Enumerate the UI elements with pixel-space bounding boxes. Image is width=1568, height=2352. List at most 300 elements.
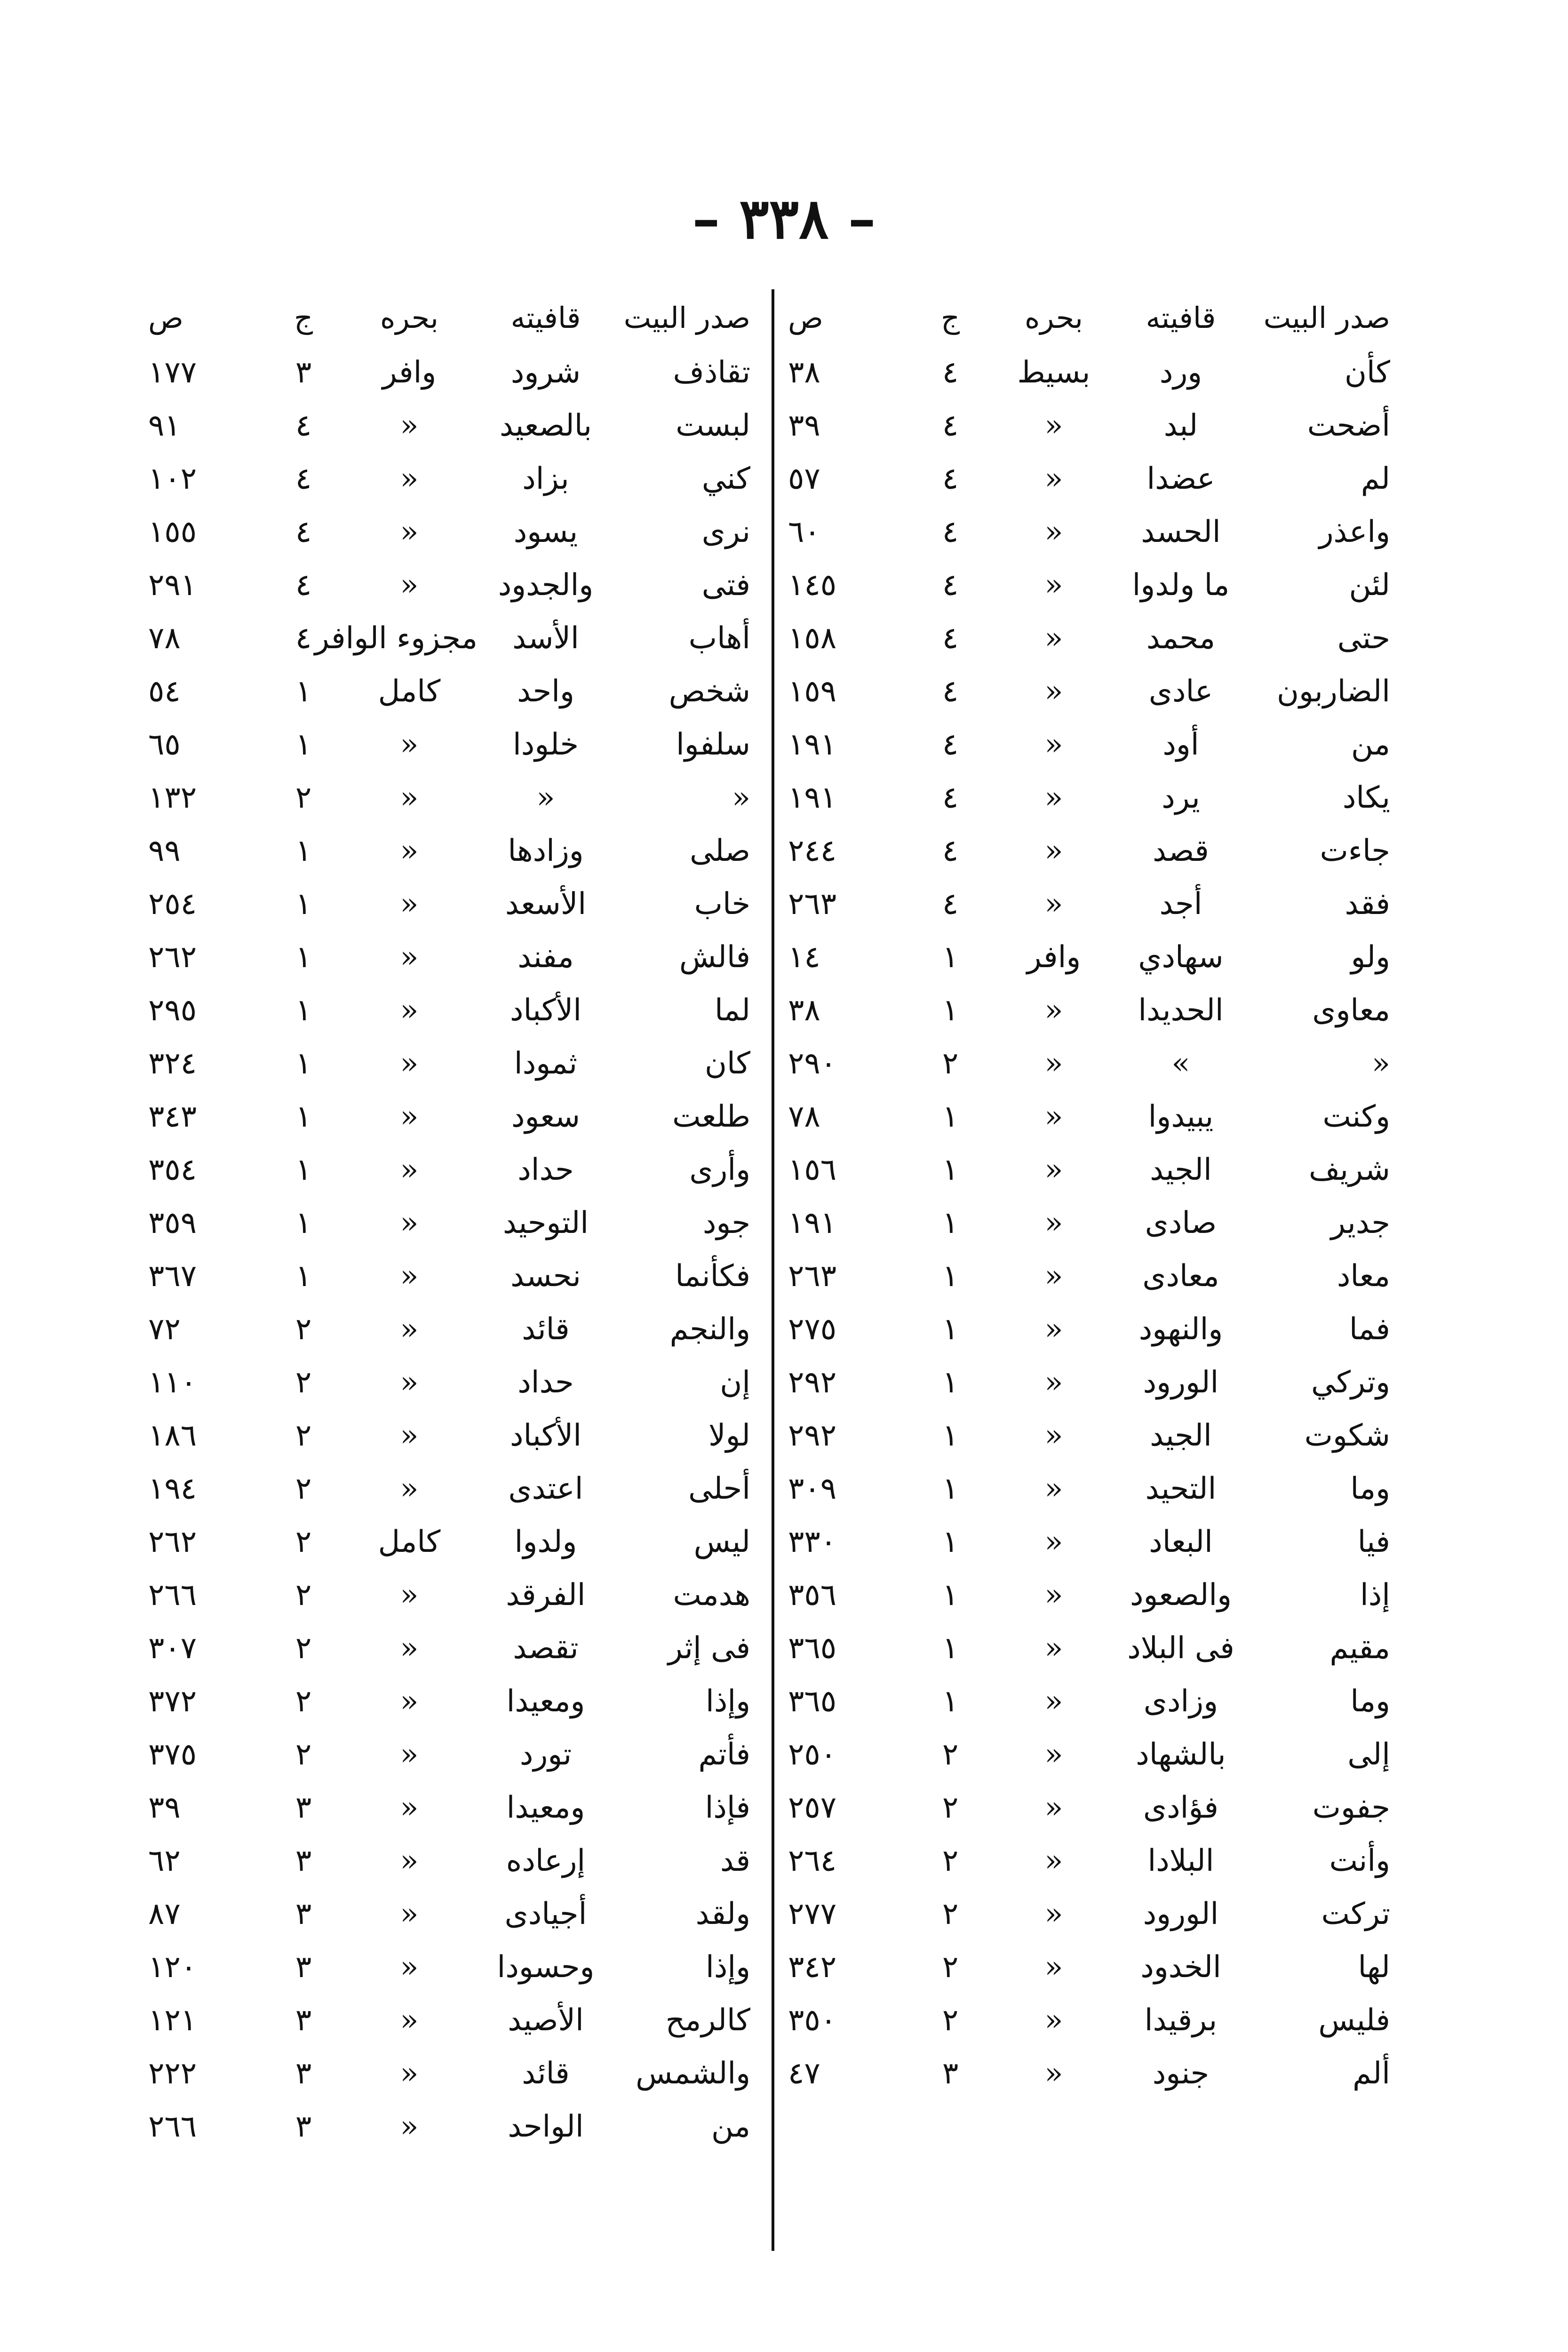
rhyme: البعاد bbox=[1149, 1524, 1213, 1559]
page-ref: ٦٥ bbox=[148, 727, 181, 762]
meter: « bbox=[1044, 1311, 1063, 1347]
index-row bbox=[783, 1196, 1390, 1249]
meter: « bbox=[1044, 1737, 1063, 1772]
volume: ١ bbox=[295, 993, 312, 1028]
index-row bbox=[783, 824, 1390, 877]
index-row bbox=[143, 1621, 750, 1675]
index-row bbox=[143, 1249, 750, 1303]
page-ref: ١٩١ bbox=[788, 1205, 837, 1240]
page-ref: ٢٩٠ bbox=[788, 1046, 837, 1081]
verse-start: إذا bbox=[1360, 1577, 1390, 1613]
meter: « bbox=[1044, 408, 1063, 443]
verse-start: لئن bbox=[1349, 567, 1390, 603]
meter: « bbox=[1044, 2002, 1063, 2038]
volume: ٤ bbox=[295, 567, 312, 603]
page-ref: ٣٥٩ bbox=[148, 1205, 197, 1240]
meter: « bbox=[1044, 1205, 1063, 1240]
rhyme: الفرقد bbox=[506, 1577, 586, 1613]
volume: ٤ bbox=[295, 408, 312, 443]
index-row bbox=[143, 1834, 750, 1887]
page-ref: ٢٦٣ bbox=[788, 1258, 837, 1294]
meter: « bbox=[1044, 1577, 1063, 1613]
volume: ٤ bbox=[942, 567, 959, 603]
verse-start: وأرى bbox=[689, 1152, 750, 1187]
volume: ١ bbox=[942, 1258, 959, 1294]
header-rhyme: قافيته bbox=[510, 300, 581, 335]
meter: « bbox=[400, 1311, 419, 1347]
page-ref: ٢٦٦ bbox=[148, 2109, 197, 2144]
page-ref: ٢٦٣ bbox=[788, 886, 837, 922]
meter: « bbox=[400, 408, 419, 443]
verse-start: كأن bbox=[1345, 355, 1390, 390]
meter: « bbox=[1044, 1790, 1063, 1825]
page-ref: ٢٧٥ bbox=[788, 1311, 837, 1347]
page-ref: ١٠٢ bbox=[148, 461, 197, 496]
rhyme: يبيدوا bbox=[1148, 1099, 1214, 1134]
page-ref: ٧٨ bbox=[148, 620, 181, 656]
meter: « bbox=[1044, 567, 1063, 603]
verse-start: وما bbox=[1350, 1471, 1390, 1506]
meter: « bbox=[1044, 1949, 1063, 1985]
verse-start: فتى bbox=[701, 567, 750, 603]
verse-start: ولو bbox=[1351, 939, 1390, 975]
rhyme: واحد bbox=[517, 674, 574, 709]
rhyme: » bbox=[1171, 1046, 1190, 1081]
index-column-right bbox=[783, 289, 1390, 2100]
column-header bbox=[143, 289, 750, 346]
meter: « bbox=[400, 1471, 419, 1506]
volume: ٤ bbox=[295, 461, 312, 496]
meter: « bbox=[400, 1737, 419, 1772]
index-row bbox=[143, 1196, 750, 1249]
page-ref: ١٧٧ bbox=[148, 355, 197, 390]
verse-start: يكاد bbox=[1342, 780, 1390, 815]
page-ref: ٢٢٢ bbox=[148, 2056, 197, 2091]
index-row bbox=[783, 1728, 1390, 1781]
verse-start: فكأنما bbox=[675, 1258, 750, 1294]
page-ref: ٣٩ bbox=[148, 1790, 181, 1825]
verse-start: لولا bbox=[708, 1418, 750, 1453]
index-row bbox=[143, 1037, 750, 1090]
volume: ١ bbox=[295, 1258, 312, 1294]
page-ref: ٧٨ bbox=[788, 1099, 820, 1134]
index-row bbox=[143, 718, 750, 771]
verse-start: أحلى bbox=[688, 1471, 750, 1506]
verse-start: معاد bbox=[1337, 1258, 1390, 1294]
meter: « bbox=[1044, 1365, 1063, 1400]
rhyme: عادى bbox=[1148, 674, 1213, 709]
rhyme: والنهود bbox=[1138, 1311, 1223, 1347]
rhyme: اعتدى bbox=[508, 1471, 583, 1506]
volume: ٤ bbox=[942, 514, 959, 549]
verse-start: من bbox=[711, 2109, 750, 2144]
volume: ١ bbox=[942, 1524, 959, 1559]
page-ref: ٣٧٢ bbox=[148, 1684, 197, 1719]
index-row bbox=[783, 665, 1390, 718]
meter: « bbox=[1044, 674, 1063, 709]
index-row bbox=[143, 558, 750, 612]
meter: كامل bbox=[378, 674, 441, 709]
rhyme: قائد bbox=[522, 2056, 570, 2091]
index-row bbox=[143, 2100, 750, 2153]
page-ref: ٩٩ bbox=[148, 833, 181, 868]
page-ref: ٣٨ bbox=[788, 355, 820, 390]
index-row bbox=[783, 1940, 1390, 1994]
page-ref: ٣٥٦ bbox=[788, 1577, 837, 1613]
volume: ١ bbox=[942, 1630, 959, 1666]
volume: ٤ bbox=[295, 620, 312, 656]
rhyme: عضدا bbox=[1146, 461, 1215, 496]
rhyme: يسود bbox=[513, 514, 578, 549]
meter: « bbox=[400, 1099, 419, 1134]
verse-start: إن bbox=[720, 1365, 750, 1400]
index-row bbox=[143, 984, 750, 1037]
meter: « bbox=[1044, 1258, 1063, 1294]
rhyme: برقيدا bbox=[1144, 2002, 1218, 2038]
volume: ٢ bbox=[295, 1737, 312, 1772]
page-ref: ١٢١ bbox=[148, 2002, 197, 2038]
rhyme: شرود bbox=[510, 355, 581, 390]
rhyme: صادى bbox=[1145, 1205, 1217, 1240]
index-row bbox=[143, 1675, 750, 1728]
meter: « bbox=[1044, 514, 1063, 549]
meter: « bbox=[400, 567, 419, 603]
verse-start: فالش bbox=[679, 939, 750, 975]
page-ref: ٥٤ bbox=[148, 674, 181, 709]
volume: ٣ bbox=[295, 1790, 312, 1825]
index-row bbox=[783, 1515, 1390, 1568]
rhyme: وحسودا bbox=[497, 1949, 595, 1985]
rhyme: بالصعيد bbox=[499, 408, 592, 443]
volume: ٢ bbox=[295, 1684, 312, 1719]
volume: ٣ bbox=[295, 1896, 312, 1931]
rhyme: والجدود bbox=[498, 567, 594, 603]
page-ref: ٢٤٤ bbox=[788, 833, 837, 868]
page-ref: ٢٥٠ bbox=[788, 1737, 837, 1772]
meter: « bbox=[400, 1258, 419, 1294]
page-ref: ٣٤٣ bbox=[148, 1099, 197, 1134]
index-row bbox=[143, 1568, 750, 1621]
verse-start: جاءت bbox=[1320, 833, 1390, 868]
index-row bbox=[143, 346, 750, 399]
volume: ٢ bbox=[295, 1471, 312, 1506]
page-ref: ١٩٤ bbox=[148, 1471, 197, 1506]
verse-start: نرى bbox=[701, 514, 750, 549]
verse-start: شريف bbox=[1309, 1152, 1390, 1187]
index-row bbox=[783, 1568, 1390, 1621]
meter: « bbox=[1044, 993, 1063, 1028]
meter: « bbox=[1044, 620, 1063, 656]
index-row bbox=[143, 1143, 750, 1196]
verse-start: صلى bbox=[690, 833, 750, 868]
meter: « bbox=[1044, 1418, 1063, 1453]
page-ref: ١٥٥ bbox=[148, 514, 197, 549]
meter: « bbox=[1044, 1152, 1063, 1187]
verse-start: شكوت bbox=[1304, 1418, 1390, 1453]
rhyme: الجيد bbox=[1150, 1152, 1212, 1187]
index-row bbox=[143, 1303, 750, 1356]
rhyme: محمد bbox=[1146, 620, 1216, 656]
meter: « bbox=[1044, 1843, 1063, 1878]
verse-start: وإذا bbox=[706, 1949, 750, 1985]
header-meter: بحره bbox=[1025, 300, 1083, 335]
meter: بسيط bbox=[1017, 355, 1090, 390]
rhyme: والصعود bbox=[1130, 1577, 1232, 1613]
meter: « bbox=[400, 1949, 419, 1985]
meter: « bbox=[400, 727, 419, 762]
volume: ٢ bbox=[942, 1737, 959, 1772]
rhyme: يرد bbox=[1162, 780, 1200, 815]
volume: ٤ bbox=[942, 833, 959, 868]
rhyme: الخدود bbox=[1140, 1949, 1221, 1985]
volume: ١ bbox=[295, 939, 312, 975]
volume: ١ bbox=[942, 1577, 959, 1613]
index-row bbox=[783, 346, 1390, 399]
meter: « bbox=[1044, 1046, 1063, 1081]
page-ref: ٣٢٤ bbox=[148, 1046, 197, 1081]
page-ref: ٣٦٧ bbox=[148, 1258, 197, 1294]
header-verse-start: صدر البيت bbox=[1263, 300, 1390, 335]
rhyme: وزادى bbox=[1143, 1684, 1218, 1719]
volume: ١ bbox=[942, 1311, 959, 1347]
verse-start: لبست bbox=[676, 408, 750, 443]
page-ref: ٣٦٥ bbox=[788, 1684, 837, 1719]
rhyme: مفند bbox=[517, 939, 574, 975]
index-row bbox=[143, 1781, 750, 1834]
rhyme: ثمودا bbox=[514, 1046, 578, 1081]
verse-start: تقاذف bbox=[673, 355, 750, 390]
volume: ٤ bbox=[942, 620, 959, 656]
volume: ٣ bbox=[942, 2056, 959, 2091]
page-number: – ٣٣٨ – bbox=[692, 186, 876, 251]
meter: « bbox=[400, 1790, 419, 1825]
index-row bbox=[783, 505, 1390, 558]
page-ref: ٢٥٧ bbox=[788, 1790, 837, 1825]
page-ref: ٧٢ bbox=[148, 1311, 181, 1347]
meter: « bbox=[400, 2109, 419, 2144]
page-ref: ٣٨ bbox=[788, 993, 820, 1028]
rhyme: خلودا bbox=[512, 727, 579, 762]
volume: ٢ bbox=[942, 1843, 959, 1878]
verse-start: فما bbox=[1349, 1311, 1390, 1347]
rhyme: الأصيد bbox=[508, 2002, 584, 2038]
header-page: ص bbox=[148, 300, 183, 335]
rhyme: قصد bbox=[1153, 833, 1209, 868]
page-ref: ٢٦٤ bbox=[788, 1843, 837, 1878]
page-ref: ٢٦٦ bbox=[148, 1577, 197, 1613]
rhyme: الأسعد bbox=[505, 886, 587, 922]
index-row bbox=[143, 1356, 750, 1409]
page-ref: ٨٧ bbox=[148, 1896, 181, 1931]
volume: ٢ bbox=[295, 1630, 312, 1666]
page-ref: ١٥٨ bbox=[788, 620, 837, 656]
index-row bbox=[783, 1781, 1390, 1834]
index-row bbox=[783, 877, 1390, 930]
page-ref: ٦٠ bbox=[788, 514, 820, 549]
verse-start: فإذا bbox=[705, 1790, 750, 1825]
verse-start: جفوت bbox=[1312, 1790, 1390, 1825]
header-verse-start: صدر البيت bbox=[623, 300, 750, 335]
index-row bbox=[143, 877, 750, 930]
rhyme: الجيد bbox=[1150, 1418, 1212, 1453]
verse-start: شخص bbox=[669, 674, 750, 709]
verse-start: لما bbox=[715, 993, 750, 1028]
volume: ١ bbox=[942, 1205, 959, 1240]
volume: ٤ bbox=[942, 355, 959, 390]
rhyme: الورود bbox=[1143, 1896, 1219, 1931]
page-ref: ١٣٢ bbox=[148, 780, 197, 815]
header-volume: ج bbox=[940, 300, 960, 335]
meter: « bbox=[400, 514, 419, 549]
rhyme: ومعيدا bbox=[506, 1684, 585, 1719]
volume: ١ bbox=[942, 1152, 959, 1187]
verse-start: وأنت bbox=[1329, 1843, 1390, 1878]
index-row bbox=[783, 452, 1390, 505]
page-ref: ٢٦٢ bbox=[148, 1524, 197, 1559]
page-ref: ٥٧ bbox=[788, 461, 820, 496]
page-ref: ٣٦٥ bbox=[788, 1630, 837, 1666]
volume: ٣ bbox=[295, 1949, 312, 1985]
verse-start: طلعت bbox=[672, 1099, 750, 1134]
volume: ٢ bbox=[942, 2002, 959, 2038]
index-row bbox=[143, 1090, 750, 1143]
meter: « bbox=[400, 461, 419, 496]
volume: ٤ bbox=[942, 886, 959, 922]
index-row bbox=[783, 984, 1390, 1037]
page-ref: ٣٠٧ bbox=[148, 1630, 197, 1666]
verse-start: فيا bbox=[1357, 1524, 1390, 1559]
volume: ١ bbox=[942, 1099, 959, 1134]
rhyme: الحسد bbox=[1141, 514, 1221, 549]
volume: ١ bbox=[295, 1152, 312, 1187]
rhyme: الحديدا bbox=[1138, 993, 1224, 1028]
index-row bbox=[143, 2047, 750, 2100]
verse-start: ليس bbox=[693, 1524, 750, 1559]
verse-start: والنجم bbox=[669, 1311, 750, 1347]
verse-start: هدمت bbox=[673, 1577, 750, 1613]
verse-start: كني bbox=[701, 461, 750, 496]
volume: ٢ bbox=[295, 1524, 312, 1559]
index-row bbox=[143, 612, 750, 665]
meter: « bbox=[1044, 886, 1063, 922]
index-row bbox=[143, 1994, 750, 2047]
meter: « bbox=[400, 833, 419, 868]
page-ref: ٢٩٥ bbox=[148, 993, 197, 1028]
page-ref: ٣٣٠ bbox=[788, 1524, 837, 1559]
page-ref: ٢٩١ bbox=[148, 567, 197, 603]
verse-start: مقيم bbox=[1329, 1630, 1390, 1666]
volume: ٤ bbox=[942, 674, 959, 709]
verse-start: ولقد bbox=[695, 1896, 750, 1931]
volume: ٤ bbox=[942, 408, 959, 443]
meter: « bbox=[1044, 727, 1063, 762]
rhyme: التوحيد bbox=[502, 1205, 589, 1240]
rhyme: الأكباد bbox=[509, 1418, 582, 1453]
verse-start: أضحت bbox=[1307, 408, 1390, 443]
page-ref: ١٤ bbox=[788, 939, 820, 975]
index-row bbox=[783, 558, 1390, 612]
rhyme: ولدوا bbox=[514, 1524, 577, 1559]
volume: ٢ bbox=[295, 1311, 312, 1347]
meter: وافر bbox=[382, 355, 437, 390]
page-ref: ٤٧ bbox=[788, 2056, 820, 2091]
volume: ٤ bbox=[942, 727, 959, 762]
volume: ٣ bbox=[295, 2056, 312, 2091]
rhyme: إرعاده bbox=[506, 1843, 586, 1878]
index-row bbox=[783, 399, 1390, 452]
page-ref: ٣٧٥ bbox=[148, 1737, 197, 1772]
index-row bbox=[143, 1887, 750, 1940]
index-row bbox=[783, 1462, 1390, 1515]
volume: ٢ bbox=[295, 1577, 312, 1613]
index-row bbox=[143, 771, 750, 824]
meter: « bbox=[400, 1843, 419, 1878]
index-row bbox=[143, 665, 750, 718]
meter: « bbox=[1044, 780, 1063, 815]
rhyme: وزادها bbox=[508, 833, 584, 868]
volume: ٢ bbox=[295, 1365, 312, 1400]
rhyme: معادى bbox=[1142, 1258, 1219, 1294]
index-row bbox=[783, 1834, 1390, 1887]
rhyme: قائد bbox=[522, 1311, 570, 1347]
index-row bbox=[783, 1994, 1390, 2047]
index-row bbox=[783, 612, 1390, 665]
index-row bbox=[143, 824, 750, 877]
page-ref: ٢٦٢ bbox=[148, 939, 197, 975]
index-rows bbox=[143, 346, 750, 2153]
volume: ٢ bbox=[942, 1790, 959, 1825]
rhyme: لبد bbox=[1163, 408, 1198, 443]
index-row bbox=[143, 1515, 750, 1568]
meter: « bbox=[1044, 1630, 1063, 1666]
rhyme: التحيد bbox=[1145, 1471, 1217, 1506]
page-ref: ١٩١ bbox=[788, 727, 837, 762]
verse-start: ألم bbox=[1353, 2056, 1390, 2091]
verse-start: فقد bbox=[1345, 886, 1390, 922]
verse-start: فى إثر bbox=[668, 1630, 750, 1666]
rhyme: حداد bbox=[517, 1365, 574, 1400]
meter: « bbox=[400, 2056, 419, 2091]
page-ref: ٦٢ bbox=[148, 1843, 181, 1878]
page-ref: ١٩١ bbox=[788, 780, 837, 815]
index-row bbox=[783, 1037, 1390, 1090]
verse-start: معاوى bbox=[1312, 993, 1390, 1028]
header-meter: بحره bbox=[380, 300, 438, 335]
verse-start: وما bbox=[1350, 1684, 1390, 1719]
verse-start: جدير bbox=[1330, 1205, 1390, 1240]
header-volume: ج bbox=[294, 300, 313, 335]
verse-start: واعذر bbox=[1319, 514, 1390, 549]
meter: « bbox=[1044, 2056, 1063, 2091]
verse-start: أهاب bbox=[688, 620, 750, 656]
volume: ١ bbox=[942, 993, 959, 1028]
volume: ٣ bbox=[295, 2002, 312, 2038]
verse-start: فأتم bbox=[698, 1737, 750, 1772]
page-ref: ٣٥٠ bbox=[788, 2002, 837, 2038]
meter: « bbox=[1044, 1524, 1063, 1559]
meter: « bbox=[400, 993, 419, 1028]
index-row bbox=[143, 1940, 750, 1994]
rhyme: تقصد bbox=[513, 1630, 579, 1666]
volume: ١ bbox=[942, 1418, 959, 1453]
page-ref: ٢٩٢ bbox=[788, 1418, 837, 1453]
meter: « bbox=[400, 1365, 419, 1400]
volume: ٣ bbox=[295, 1843, 312, 1878]
meter: « bbox=[1044, 1471, 1063, 1506]
volume: ١ bbox=[295, 833, 312, 868]
meter: « bbox=[1044, 461, 1063, 496]
index-row bbox=[783, 1143, 1390, 1196]
